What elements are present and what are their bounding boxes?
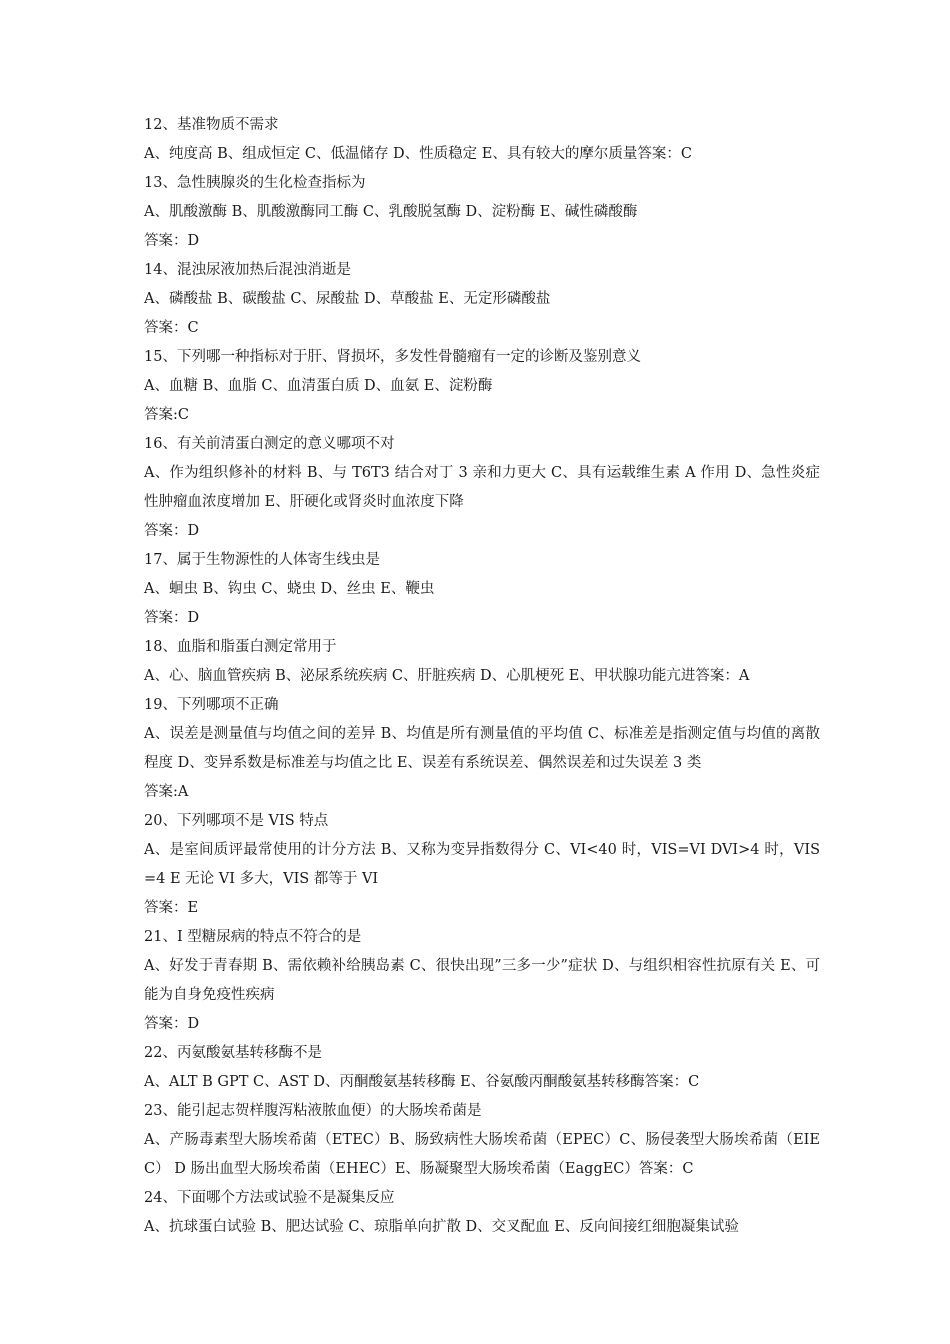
question-19-title: 19、下列哪项不正确 [144,697,279,713]
question-22-title: 22、丙氨酸氨基转移酶不是 [144,1045,322,1061]
question-14-title: 14、混浊尿液加热后混浊消逝是 [144,262,351,278]
question-20-answer: 答案：E [144,900,199,916]
question-19-options: A、误差是测量值与均值之间的差异 B、均值是所有测量值的平均值 C、标准差是指测定值与均值的离散程度 D、变异系数是标准差与均值之比 E、误差有系统误差、偶然误差和过失误差 3 类 [144,726,820,771]
question-12-title: 12、基准物质不需求 [144,117,279,133]
document-body [144,111,820,1242]
question-16-title: 16、有关前清蛋白测定的意义哪项不对 [144,436,395,452]
question-16-answer: 答案：D [144,523,200,539]
question-24-title: 24、下面哪个方法或试验不是凝集反应 [144,1190,395,1206]
question-14-options: A、磷酸盐 B、碳酸盐 C、尿酸盐 D、草酸盐 E、无定形磷酸盐 [144,291,551,307]
question-24-options: A、抗球蛋白试验 B、肥达试验 C、琼脂单向扩散 D、交叉配血 E、反向间接红细胞凝集试验 [144,1219,739,1235]
question-12-options: A、纯度高 B、组成恒定 C、低温储存 D、性质稳定 E、具有较大的摩尔质量答案：C [144,146,692,162]
question-19-answer: 答案:A [144,784,189,800]
question-14-answer: 答案：C [144,320,199,336]
question-20-options: A、是室间质评最常使用的计分方法 B、又称为变异指数得分 C、VI<40 时，VIS=VI DVI>4 时，VIS=4 E 无论 VI 多大，VIS 都等于 VI [144,842,820,887]
question-17-answer: 答案：D [144,610,200,626]
question-13-options: A、肌酸激酶 B、肌酸激酶同工酶 C、乳酸脱氢酶 D、淀粉酶 E、碱性磷酸酶 [144,204,638,220]
question-13-title: 13、急性胰腺炎的生化检查指标为 [144,175,366,191]
question-21-answer: 答案：D [144,1016,200,1032]
question-23-title: 23、能引起志贺样腹泻粘液脓血便）的大肠埃希菌是 [144,1103,482,1119]
question-18-title: 18、血脂和脂蛋白测定常用于 [144,639,337,655]
question-17-title: 17、属于生物源性的人体寄生线虫是 [144,552,380,568]
question-17-options: A、蛔虫 B、钩虫 C、蛲虫 D、丝虫 E、鞭虫 [144,581,435,597]
question-15-options: A、血糖 B、血脂 C、血清蛋白质 D、血氨 E、淀粉酶 [144,378,493,394]
question-21-options: A、好发于青春期 B、需依赖补给胰岛素 C、很快出现”三多一少”症状 D、与组织相容性抗原有关 E、可能为自身免疫性疾病 [144,958,820,1003]
question-15-answer: 答案:C [144,407,189,423]
question-15-title: 15、下列哪一种指标对于肝、肾损坏，多发性骨髓瘤有一定的诊断及鉴别意义 [144,349,641,365]
question-21-title: 21、I 型糖尿病的特点不符合的是 [144,929,362,945]
question-22-options: A、ALT B GPT C、AST D、丙酮酸氨基转移酶 E、谷氨酸丙酮酸氨基转移酶答案：C [144,1074,700,1090]
question-18-options: A、心、脑血管疾病 B、泌尿系统疾病 C、肝脏疾病 D、心肌梗死 E、甲状腺功能亢进答案：A [144,668,750,684]
question-20-title: 20、下列哪项不是 VIS 特点 [144,813,329,829]
question-13-answer: 答案：D [144,233,200,249]
question-23-options: A、产肠毒素型大肠埃希菌（ETEC）B、肠致病性大肠埃希菌（EPEC）C、肠侵袭型大肠埃希菌（EIEC） D 肠出血型大肠埃希菌（EHEC）E、肠凝聚型大肠埃希菌（EaggEC）答案：C [144,1132,820,1177]
question-16-options: A、作为组织修补的材料 B、与 T6T3 结合对丁 3 亲和力更大 C、具有运载维生素 A 作用 D、急性炎症性肿瘤血浓度增加 E、肝硬化或肾炎时血浓度下降 [144,465,820,510]
